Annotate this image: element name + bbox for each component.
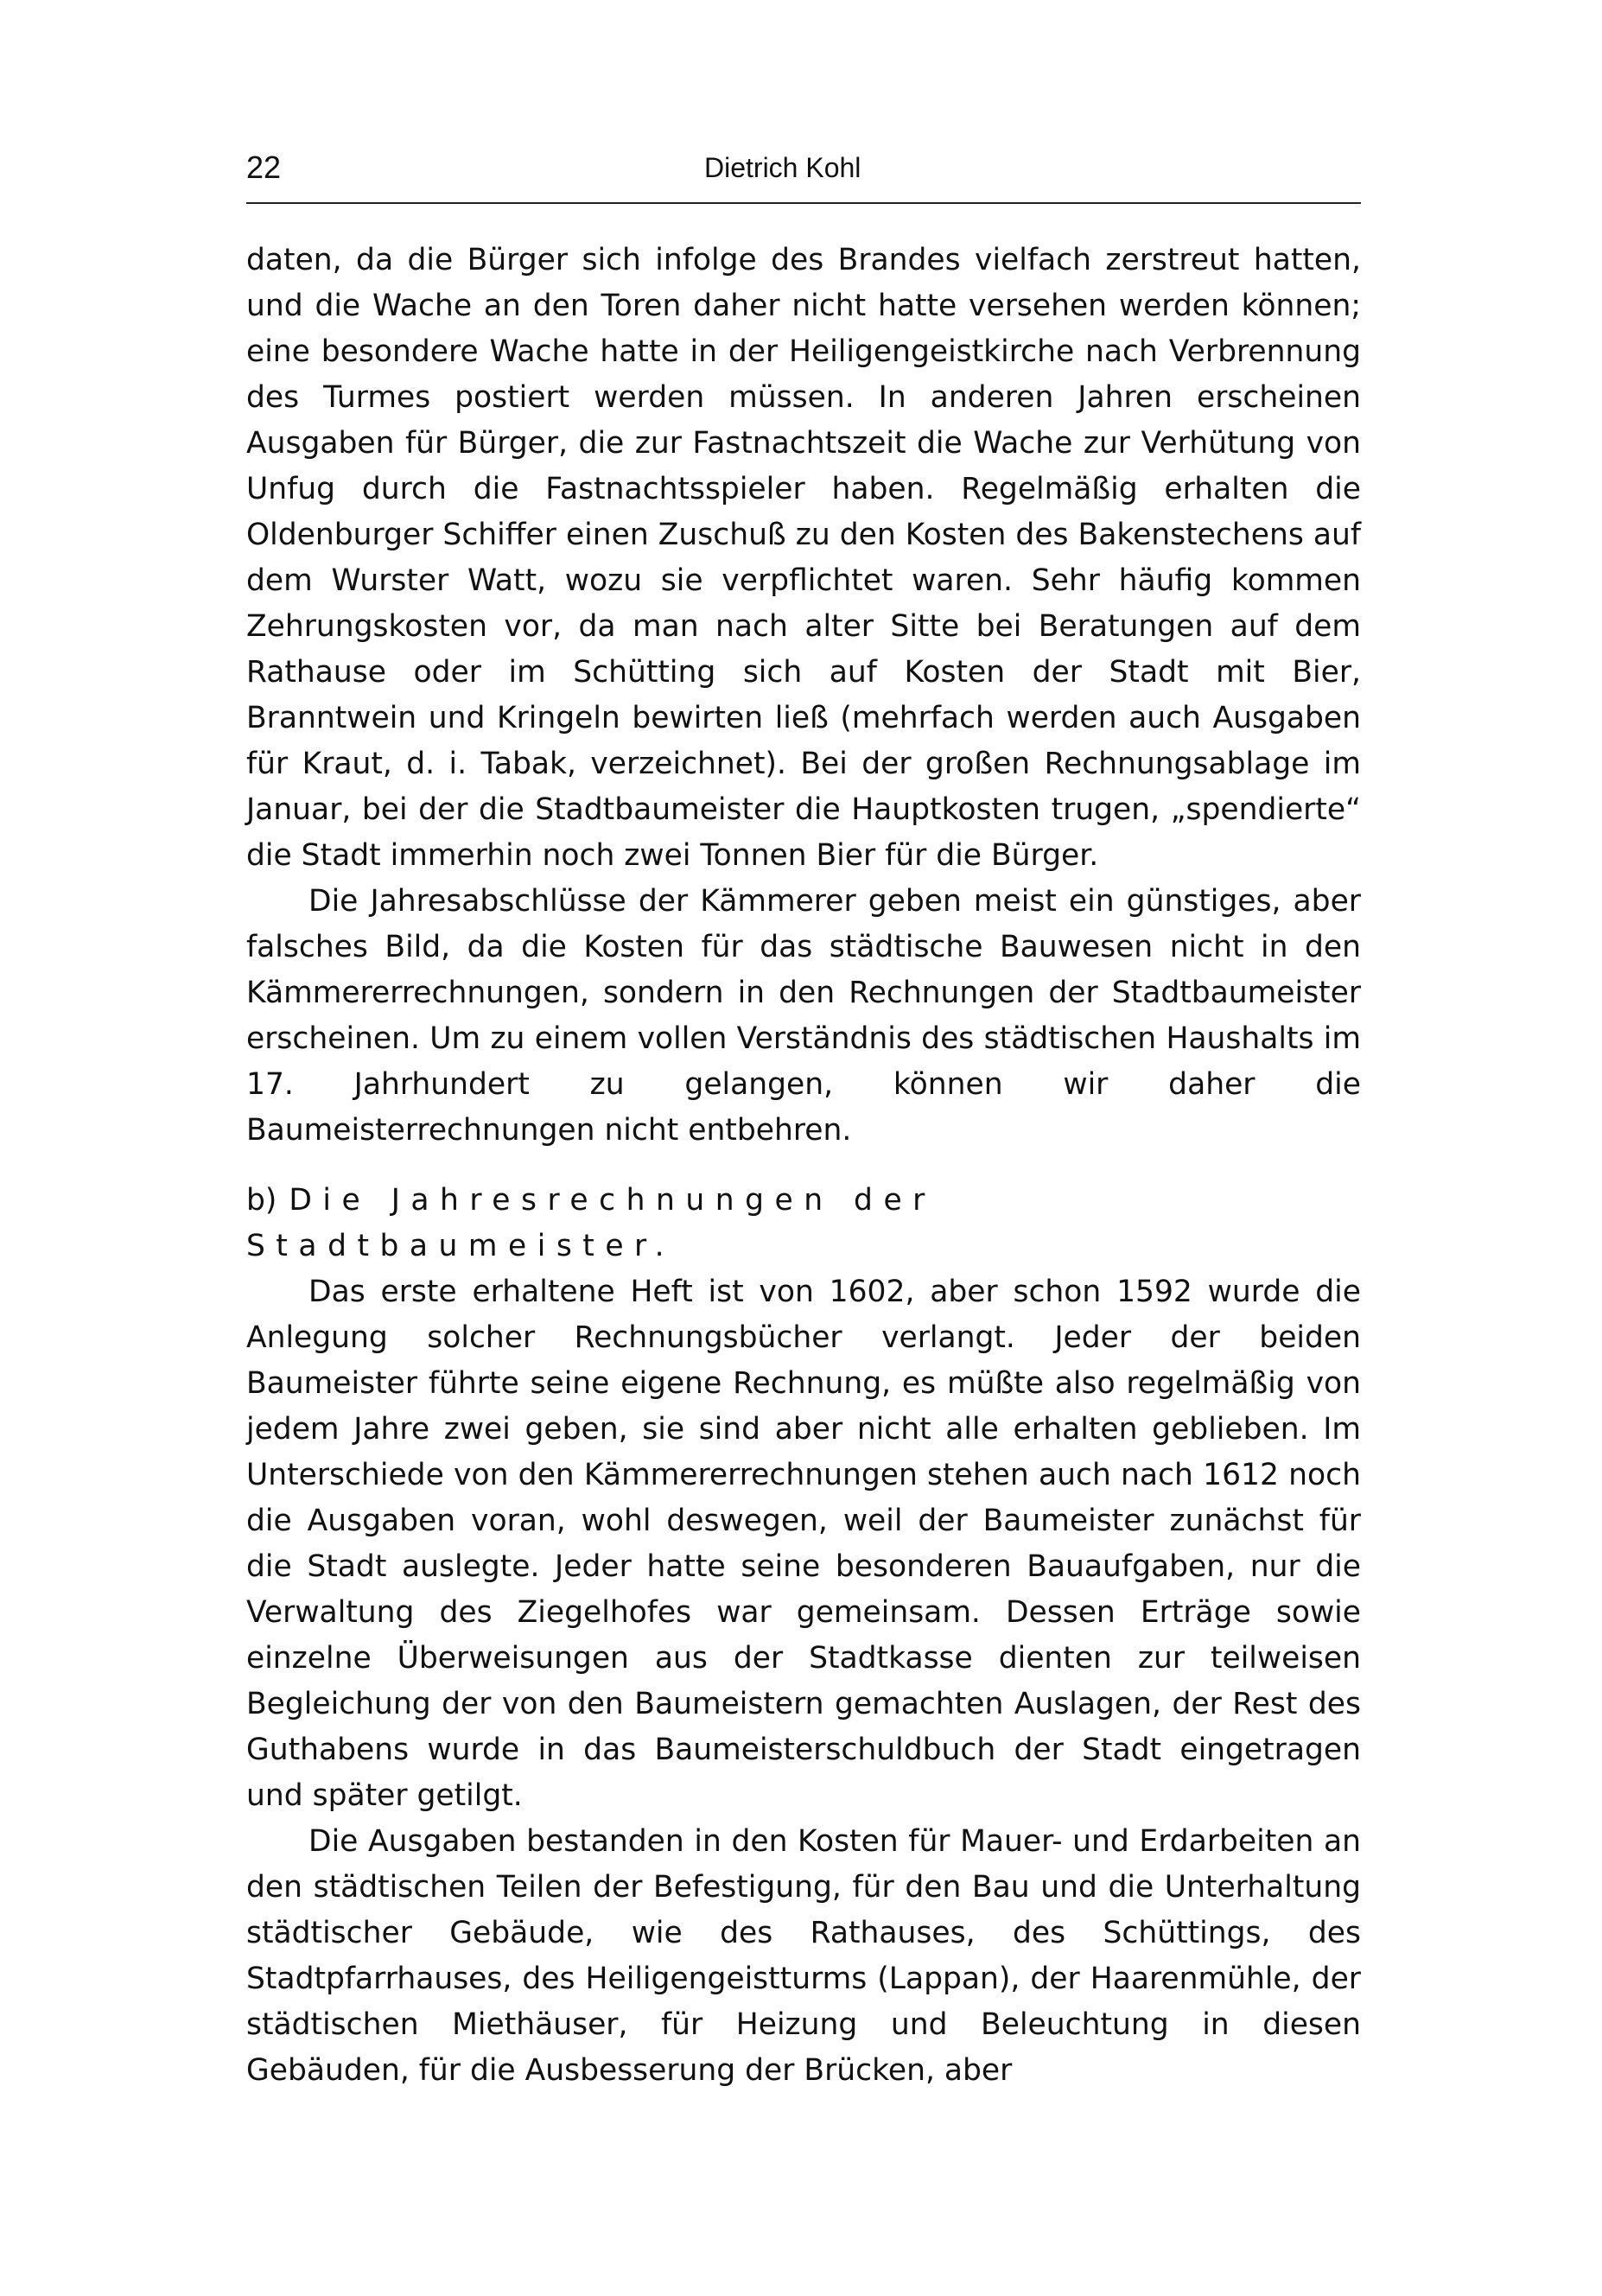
section-label: b) — [246, 1183, 277, 1218]
page-number: 22 — [246, 149, 282, 185]
section-title: Die Jahresrechnungen der Stadtbaumeister. — [246, 1183, 936, 1263]
header-rule — [246, 202, 1361, 204]
paragraph-expenses: Die Ausgaben bestanden in den Kosten für Mauer- und Erdarbeiten an den städtischen Teilen der Befestigung, für den Bau und die Unterhaltung städtischer Gebäude, wie des Rathauses, des Schüttings, des Stadtpfarrhauses, des Heiligengeistturms (Lappan), der Haarenmühle, der städtischen Miethäuser, für Heizung und Beleuchtung in diesen Gebäuden, für die Ausbesserung der Brücken, aber — [246, 1824, 1361, 2088]
page-header — [246, 145, 1361, 190]
paragraph-annual-accounts: Die Jahresabschlüsse der Kämmerer geben meist ein günstiges, aber falsches Bild, da die Kosten für das städtische Bauwesen nicht in den Kämmererrechnungen, sondern in den Rechnungen der Stadtbaumeister erscheinen. Um zu einem vollen Verständnis des städtischen Haushalts im 17. Jahrhundert zu gelangen, können wir daher die Baumeisterrechnungen nicht entbehren. — [246, 884, 1361, 1148]
running-head: Dietrich Kohl — [704, 152, 861, 183]
paragraph-continuation: daten, da die Bürger sich infolge des Brandes vielfach zerstreut hatten, und die Wache an den Toren daher nicht hatte versehen werden können; eine besondere Wache hatte in der Heiligengeistkirche nach Verbrennung des Turmes postiert werden müssen. In anderen Jahren erscheinen Ausgaben für Bürger, die zur Fastnachtszeit die Wache zur Verhütung von Unfug durch die Fastnachtsspieler haben. Regelmäßig erhalten die Oldenburger Schiffer einen Zuschuß zu den Kosten des Bakenstechens auf dem Wurster Watt, wozu sie verpflichtet waren. Sehr häufig kommen Zehrungskosten vor, da man nach alter Sitte bei Beratungen auf dem Rathause oder im Schütting sich auf Kosten der Stadt mit Bier, Branntwein und Kringeln bewirten ließ (mehrfach werden auch Ausgaben für Kraut, d. i. Tabak, verzeichnet). Bei der großen Rechnungsablage im Januar, bei der die Stadtbaumeister die Hauptkosten trugen, „spendierte“ die Stadt immerhin noch zwei Tonnen Bier für die Bürger. — [246, 243, 1361, 873]
section-heading — [246, 1178, 1361, 1269]
page-body — [246, 238, 1361, 2094]
paragraph-first-booklet: Das erste erhaltene Heft ist von 1602, aber schon 1592 wurde die Anlegung solcher Rechnungsbücher verlangt. Jeder der beiden Baumeister führte seine eigene Rechnung, es müßte also regelmäßig von jedem Jahre zwei geben, sie sind aber nicht alle erhalten geblieben. Im Unterschiede von den Kämmererrechnungen stehen auch nach 1612 noch die Ausgaben voran, wohl deswegen, weil der Baumeister zunächst für die Stadt auslegte. Jeder hatte seine besonderen Bauaufgaben, nur die Verwaltung des Ziegelhofes war gemeinsam. Dessen Erträge sowie einzelne Überweisungen aus der Stadtkasse dienten zur teilweisen Begleichung der von den Baumeistern gemachten Auslagen, der Rest des Guthabens wurde in das Baumeisterschuldbuch der Stadt eingetragen und später getilgt. — [246, 1275, 1361, 1813]
